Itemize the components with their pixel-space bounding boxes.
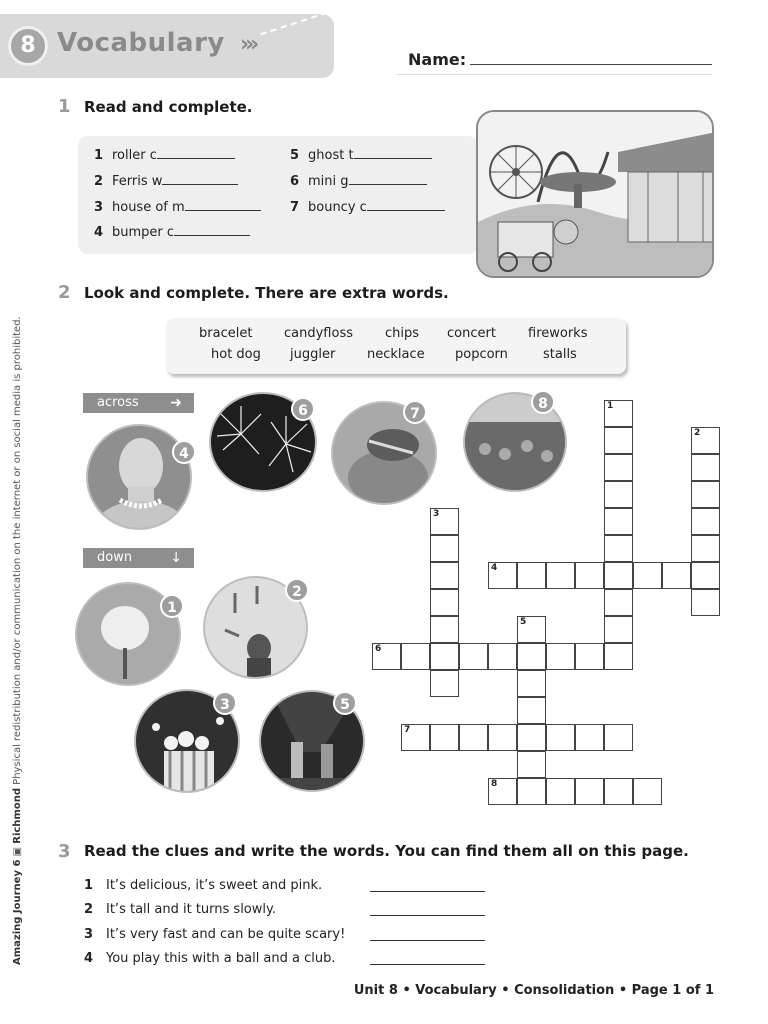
crossword-number: 3 — [433, 509, 440, 519]
clue-3-answer-line[interactable] — [370, 940, 485, 941]
crossword-number: 8 — [491, 779, 498, 789]
crossword-number: 5 — [520, 617, 527, 627]
crossword-cell[interactable] — [488, 778, 517, 805]
answer-blank[interactable] — [162, 173, 238, 185]
crossword-cell[interactable] — [604, 427, 633, 454]
crossword-cell[interactable] — [430, 643, 459, 670]
crossword-number: 2 — [694, 428, 701, 438]
clue-2-answer-line[interactable] — [370, 915, 485, 916]
crossword-cell[interactable] — [517, 724, 546, 751]
divider — [396, 74, 712, 75]
crossword-cell[interactable] — [604, 643, 633, 670]
crossword-cell[interactable] — [517, 670, 546, 697]
crossword-cell[interactable] — [517, 562, 546, 589]
crossword-cell[interactable] — [546, 562, 575, 589]
answer-blank[interactable] — [174, 224, 250, 236]
arrow-right-icon: ➜ — [170, 395, 182, 411]
name-input-line[interactable] — [470, 64, 712, 65]
arrow-down-icon: ↓ — [170, 550, 182, 566]
word-bank-item: concert — [447, 326, 496, 341]
clue-badge: 6 — [291, 397, 315, 421]
crossword-cell[interactable] — [604, 724, 633, 751]
clue-badge: 3 — [213, 691, 237, 715]
crossword-cell[interactable] — [604, 454, 633, 481]
crossword-cell[interactable] — [691, 562, 720, 589]
crossword-cell[interactable] — [517, 751, 546, 778]
crossword-number: 7 — [404, 725, 411, 735]
s1-item-2: 2 Ferris w — [94, 173, 238, 189]
crossword-cell[interactable] — [575, 643, 604, 670]
clue-1: 1 It’s delicious, it’s sweet and pink. — [84, 878, 323, 893]
clue-2: 2 It’s tall and it turns slowly. — [84, 902, 276, 917]
section-3-number: 3 — [58, 841, 71, 862]
word-bank-item: juggler — [290, 347, 336, 362]
clue-badge: 4 — [172, 440, 196, 464]
crossword-cell[interactable] — [604, 589, 633, 616]
crossword-number: 6 — [375, 644, 382, 654]
section-3-title: Read the clues and write the words. You can find them all on this page. — [84, 842, 689, 860]
word-bank-item: stalls — [543, 347, 577, 362]
word-bank-item: bracelet — [199, 326, 253, 341]
crossword-cell[interactable] — [575, 562, 604, 589]
s1-item-7: 7 bouncy c — [290, 199, 445, 215]
clue-4-answer-line[interactable] — [370, 964, 485, 965]
crossword-cell[interactable] — [546, 643, 575, 670]
page-footer: Unit 8 • Vocabulary • Consolidation • Page 1 of 1 — [353, 983, 714, 998]
crossword-cell[interactable] — [488, 643, 517, 670]
s1-item-4: 4 bumper c — [94, 224, 250, 240]
word-bank-item: necklace — [367, 347, 425, 362]
word-bank-item: chips — [385, 326, 420, 341]
funfair-illustration — [476, 110, 714, 278]
crossword-cell[interactable] — [604, 400, 633, 427]
answer-blank[interactable] — [157, 147, 235, 159]
clue-badge: 2 — [285, 578, 309, 602]
name-label: Name: — [408, 50, 467, 69]
necklace-photo — [86, 424, 192, 530]
crossword-cell[interactable] — [459, 724, 488, 751]
crossword-cell[interactable] — [517, 697, 546, 724]
crossword-cell[interactable] — [604, 508, 633, 535]
clue-badge: 1 — [160, 594, 184, 618]
crossword-cell[interactable] — [430, 670, 459, 697]
section-1-number: 1 — [58, 96, 71, 117]
answer-blank[interactable] — [367, 199, 445, 211]
crossword-number: 1 — [607, 401, 614, 411]
crossword-cell[interactable] — [546, 724, 575, 751]
crossword-cell[interactable] — [691, 508, 720, 535]
crossword-cell[interactable] — [488, 562, 517, 589]
section-2-number: 2 — [58, 282, 71, 303]
crossword-cell[interactable] — [430, 616, 459, 643]
crossword-cell[interactable] — [604, 481, 633, 508]
crossword-cell[interactable] — [691, 535, 720, 562]
crossword-cell[interactable] — [691, 589, 720, 616]
crossword-cell[interactable] — [430, 724, 459, 751]
answer-blank[interactable] — [354, 147, 432, 159]
crossword-cell[interactable] — [430, 562, 459, 589]
across-label: across ➜ — [83, 393, 194, 413]
crossword-cell[interactable] — [691, 481, 720, 508]
section-1-title: Read and complete. — [84, 98, 253, 116]
s1-item-1: 1 roller c — [94, 147, 235, 163]
clue-badge: 8 — [531, 390, 555, 414]
crossword-cell[interactable] — [517, 616, 546, 643]
crossword-cell[interactable] — [372, 643, 401, 670]
copyright-sidebar: Amazing Journey 6 ▣ Richmond Physical redistribution and/or communication on the internet or on social media is prohibited. — [12, 316, 23, 965]
crossword-cell[interactable] — [401, 724, 430, 751]
clue-badge: 7 — [403, 400, 427, 424]
crossword-cell[interactable] — [430, 535, 459, 562]
answer-blank[interactable] — [185, 199, 261, 211]
crossword-cell[interactable] — [604, 616, 633, 643]
clue-1-answer-line[interactable] — [370, 891, 485, 892]
s1-item-5: 5 ghost t — [290, 147, 432, 163]
crossword-cell[interactable] — [430, 589, 459, 616]
crossword-cell[interactable] — [401, 643, 430, 670]
crossword-cell[interactable] — [633, 562, 662, 589]
crossword-cell[interactable] — [546, 778, 575, 805]
crossword-cell[interactable] — [459, 643, 488, 670]
crossword-cell[interactable] — [517, 643, 546, 670]
crossword-cell[interactable] — [575, 778, 604, 805]
word-bank-item: popcorn — [455, 347, 508, 362]
s1-item-3: 3 house of m — [94, 199, 261, 215]
s1-item-6: 6 mini g — [290, 173, 427, 189]
word-bank-item: candyfloss — [284, 326, 353, 341]
book-icon: ▣ — [12, 846, 23, 857]
down-label: down ↓ — [83, 548, 194, 568]
clue-4: 4 You play this with a ball and a club. — [84, 951, 336, 966]
crossword-cell[interactable] — [517, 778, 546, 805]
crossword-cell[interactable] — [604, 535, 633, 562]
crossword-cell[interactable] — [430, 508, 459, 535]
word-bank-item: fireworks — [528, 326, 588, 341]
clue-3: 3 It’s very fast and can be quite scary! — [84, 927, 346, 942]
answer-blank[interactable] — [349, 173, 427, 185]
crossword-cell[interactable] — [604, 562, 633, 589]
word-bank-item: hot dog — [211, 347, 261, 362]
crossword-cell[interactable] — [691, 427, 720, 454]
crossword-cell[interactable] — [604, 778, 633, 805]
section-2-title: Look and complete. There are extra words. — [84, 284, 449, 302]
crossword-cell[interactable] — [488, 724, 517, 751]
crossword-cell[interactable] — [633, 778, 662, 805]
unit-number-badge: 8 — [8, 26, 48, 66]
crossword-number: 4 — [491, 563, 498, 573]
crossword-cell[interactable] — [691, 454, 720, 481]
double-chevron-icon: ››› — [240, 32, 256, 57]
clue-badge: 5 — [333, 691, 357, 715]
crossword-cell[interactable] — [662, 562, 691, 589]
crossword-cell[interactable] — [575, 724, 604, 751]
page-title: Vocabulary — [57, 28, 225, 58]
